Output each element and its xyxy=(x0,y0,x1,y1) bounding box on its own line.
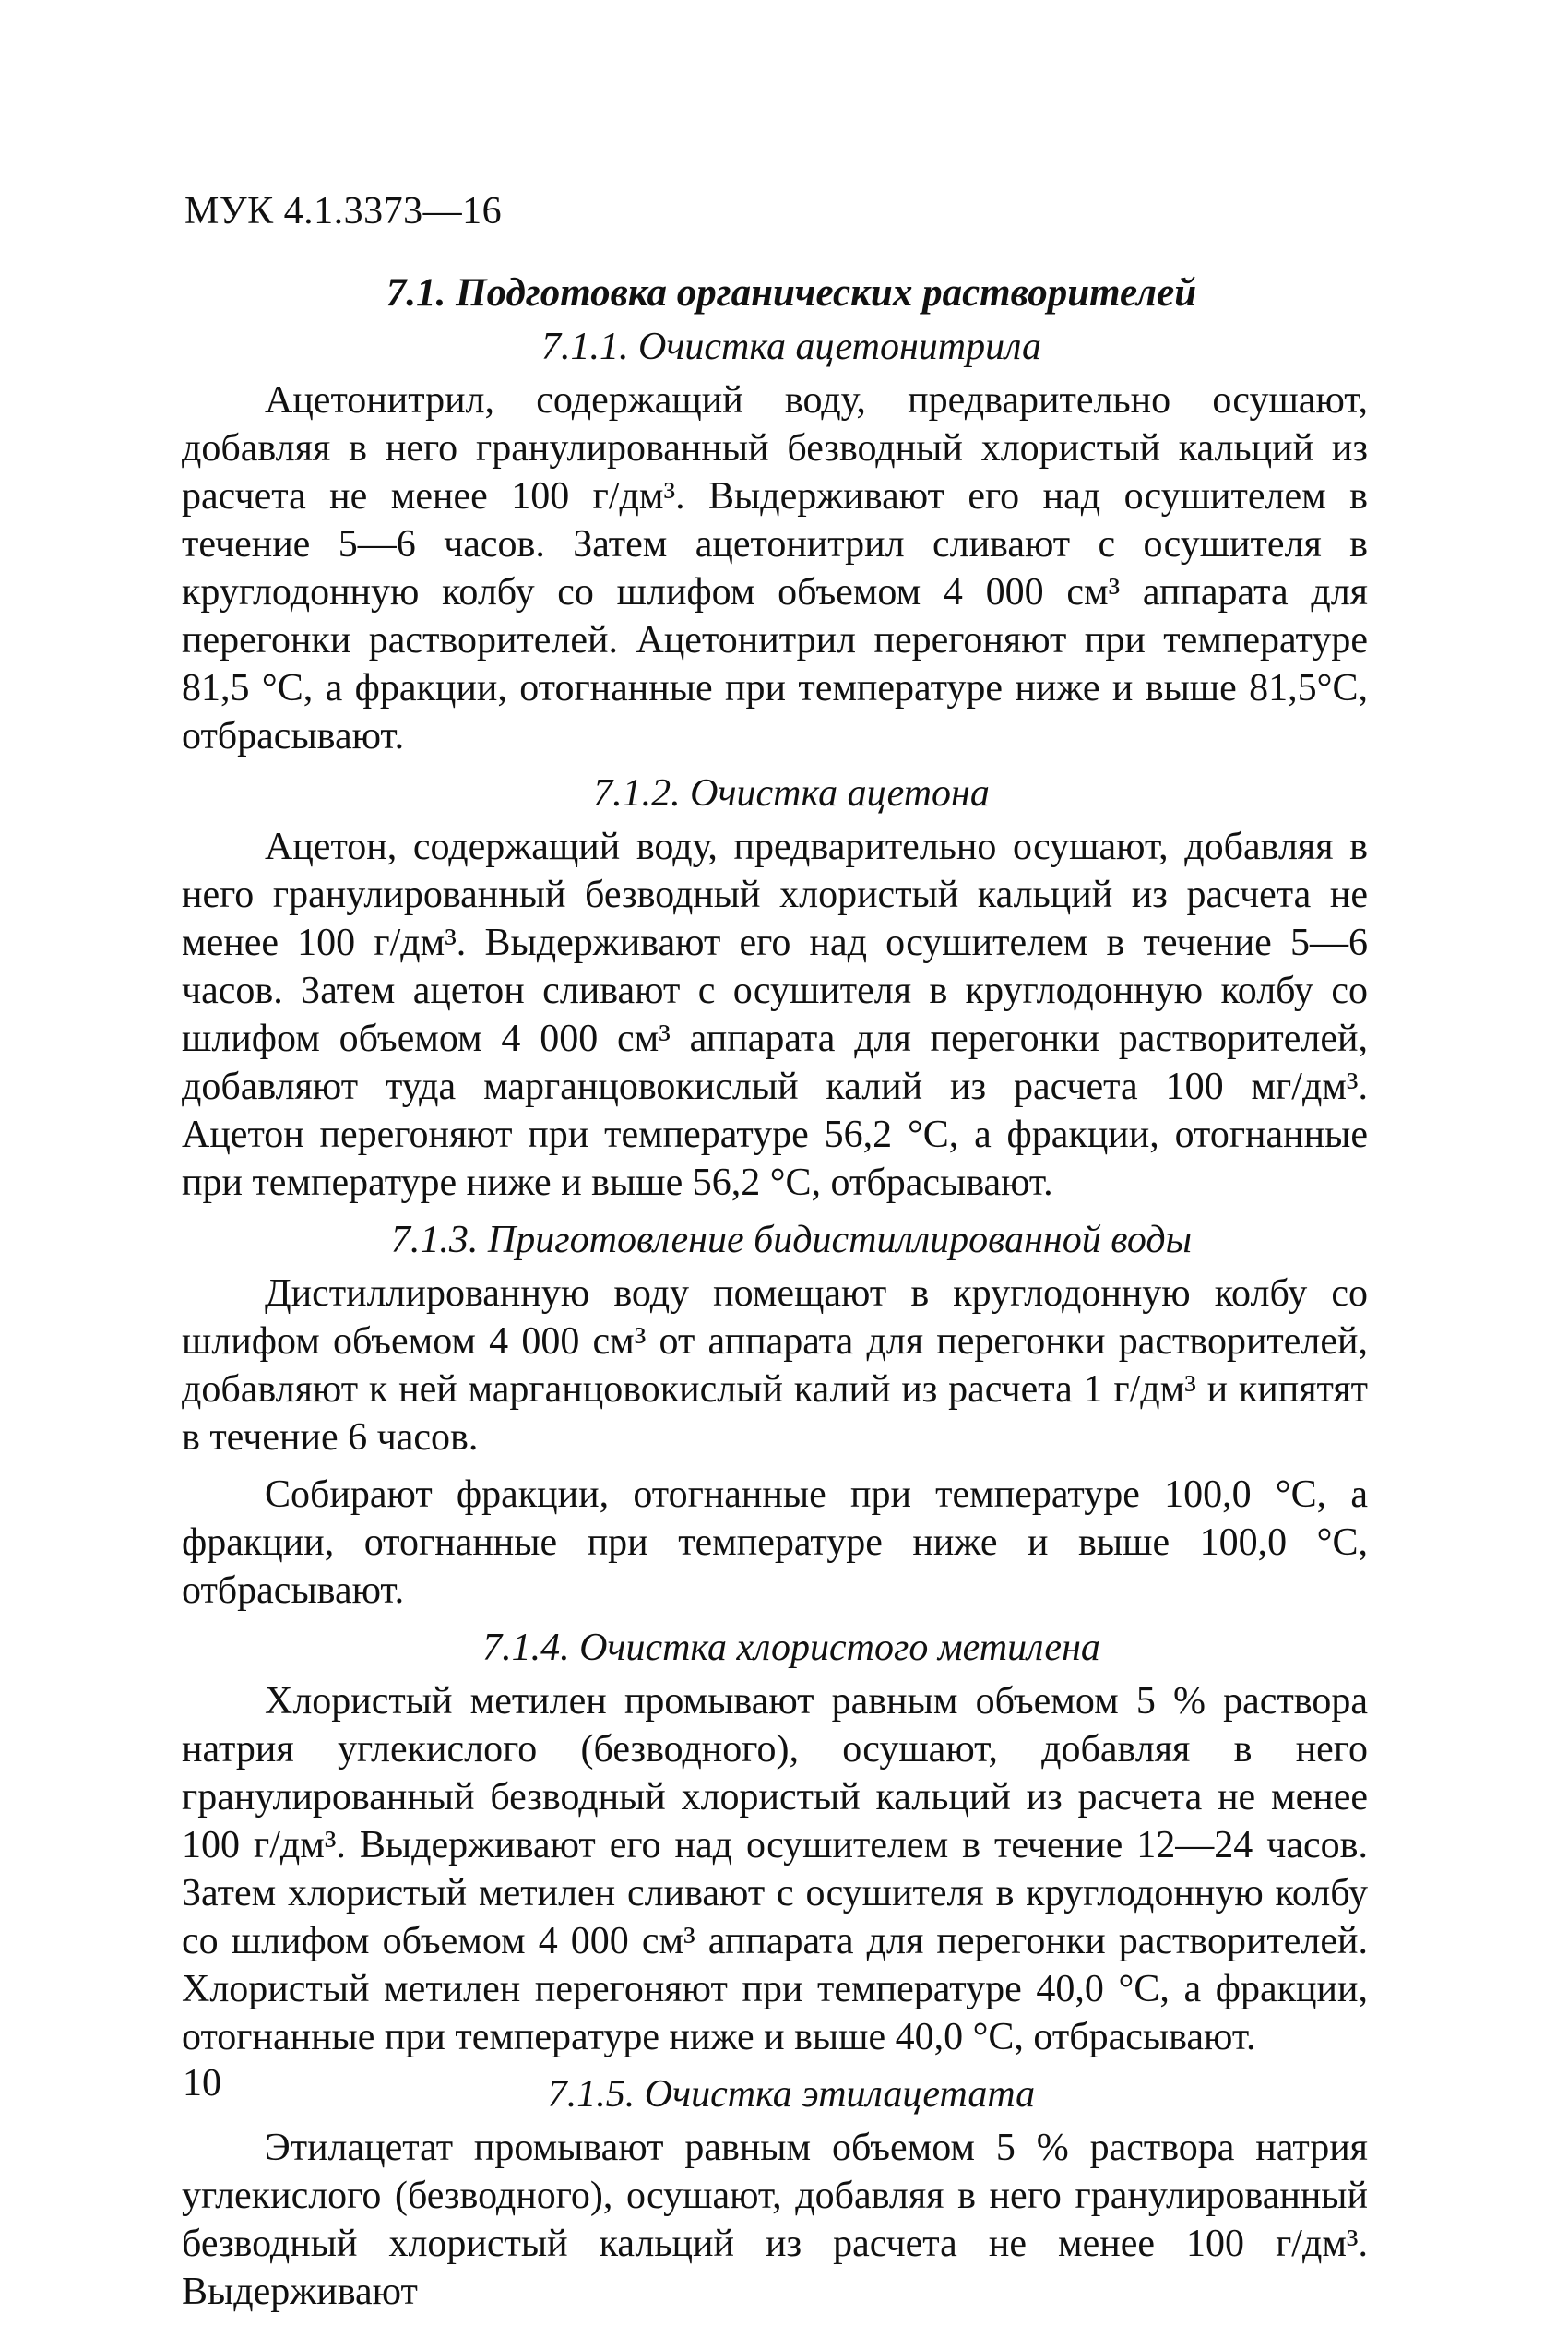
document-code-header: МУК 4.1.3373—16 xyxy=(184,190,503,232)
paragraph-acetone: Ацетон, содержащий воду, предварительно осушают, добавляя в него гранулированный безводный хлористый кальций из расчета не менее 100 г/дм³. Выдерживают его над осушителем в течение 5—6 часов. Затем ацетон сливают с осушителя в круглодонную колбу со шлифом объемом 4 000 см³ аппарата для перегонки растворителей, добавляют туда марганцовокислый калий из расчета 100 мг/дм³. Ацетон перегоняют при температуре 56,2 °С, а фракции, отогнанные при температуре ниже и выше 56,2 °С, отбрасывают. xyxy=(182,826,1368,1204)
paragraph-methylene-chloride: Хлористый метилен промывают равным объемом 5 % раствора натрия углекислого (безводного), осушают, добавляя в него гранулированный безводный хлористый кальций из расчета не менее 100 г/дм³. Выдерживают его над осушителем в течение 12—24 часов. Затем хлористый метилен сливают с осушителя в круглодонную колбу со шлифом объемом 4 000 см³ аппарата для перегонки растворителей. Хлористый метилен перегоняют при температуре 40,0 °С, а фракции, отогнанные при температуре ниже и выше 40,0 °С, отбрасывают. xyxy=(182,1680,1368,2058)
document-body xyxy=(182,269,1368,2325)
paragraph-bidistilled-water-fractions: Собирают фракции, отогнанные при температуре 100,0 °С, а фракции, отогнанные при температуре ниже и выше 100,0 °С, отбрасывают. xyxy=(182,1473,1368,1612)
subsection-title-7-1-4: 7.1.4. Очистка хлористого метилена xyxy=(482,1627,1100,1669)
subsection-title-7-1-5: 7.1.5. Очистка этилацетата xyxy=(547,2073,1036,2116)
paragraph-ethyl-acetate: Этилацетат промывают равным объемом 5 % раствора натрия углекислого (безводного), осушают, добавляя в него гранулированный безводный хлористый кальций из расчета не менее 100 г/дм³. Выдерживают xyxy=(182,2127,1368,2313)
section-title: 7.1. Подготовка органических растворителей xyxy=(386,271,1197,315)
paragraph-bidistilled-water: Дистиллированную воду помещают в круглодонную колбу со шлифом объемом 4 000 см³ от аппарата для перегонки растворителей, добавляют к ней марганцовокислый калий из расчета 1 г/дм³ и кипятят в течение 6 часов. xyxy=(182,1272,1368,1459)
page-number: 10 xyxy=(183,2062,221,2104)
subsection-title-7-1-1: 7.1.1. Очистка ацетонитрила xyxy=(541,326,1041,368)
subsection-title-7-1-2: 7.1.2. Очистка ацетона xyxy=(593,772,990,815)
subsection-title-7-1-3: 7.1.3. Приготовление бидистиллированной воды xyxy=(390,1219,1193,1261)
paragraph-acetonitrile: Ацетонитрил, содержащий воду, предварительно осушают, добавляя в него гранулированный безводный хлористый кальций из расчета не менее 100 г/дм³. Выдерживают его над осушителем в течение 5—6 часов. Затем ацетонитрил сливают с осушителя в круглодонную колбу со шлифом объемом 4 000 см³ аппарата для перегонки растворителей. Ацетонитрил перегоняют при температуре 81,5 °С, а фракции, отогнанные при температуре ниже и выше 81,5°С, отбрасывают. xyxy=(182,379,1368,757)
